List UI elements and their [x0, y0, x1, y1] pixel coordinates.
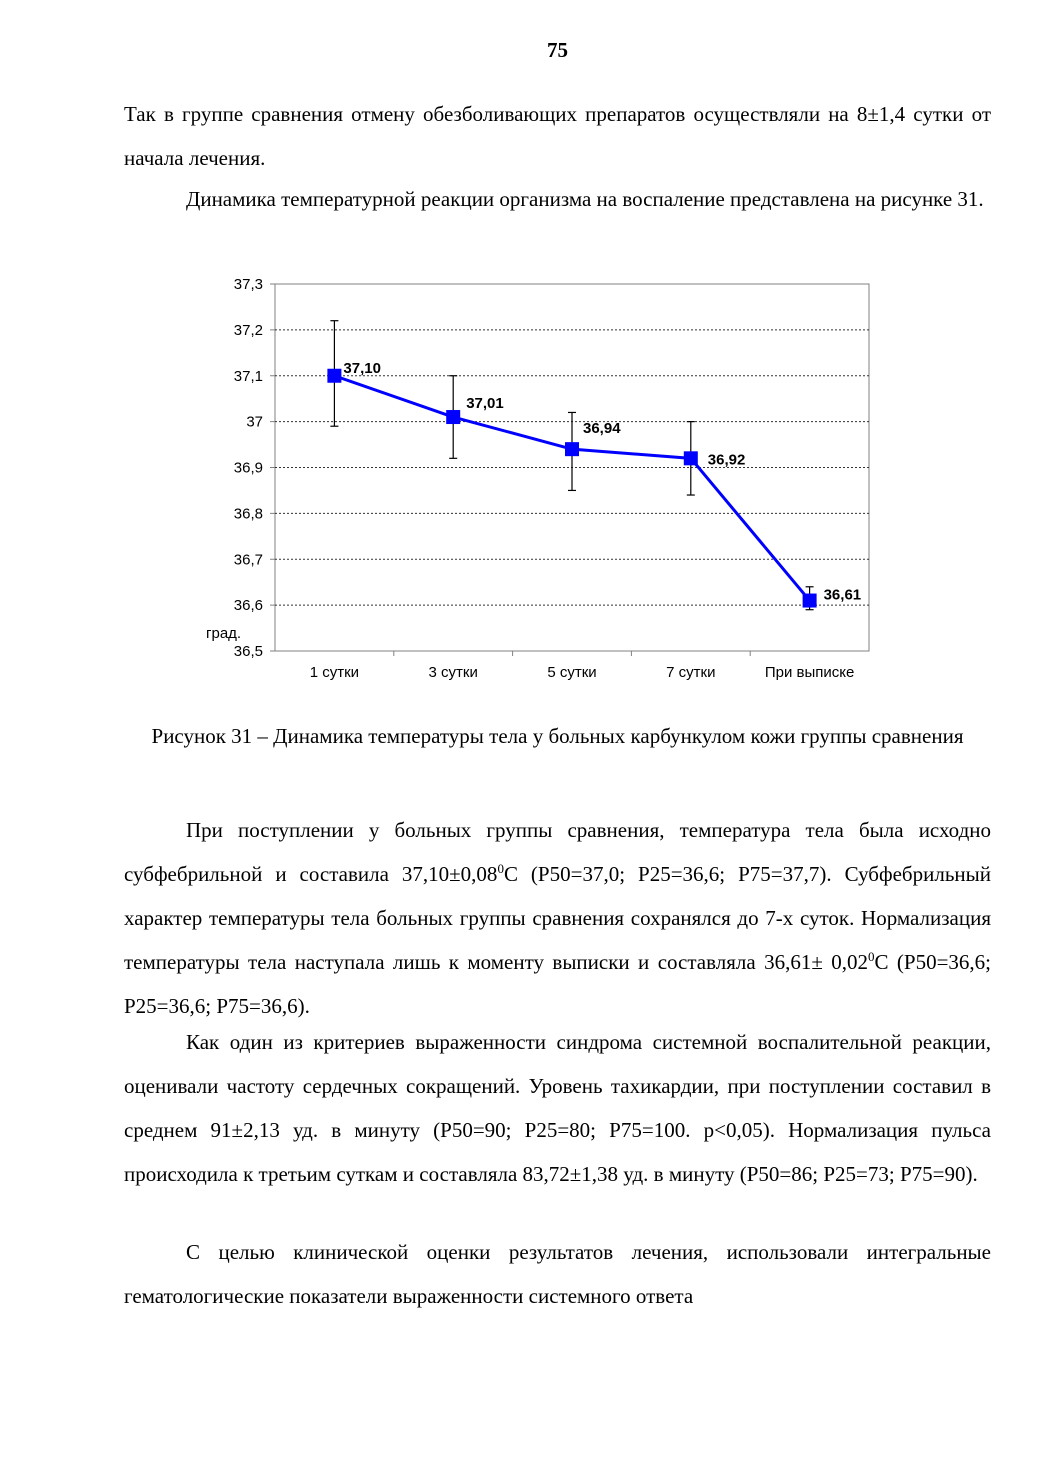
paragraph-intro: Так в группе сравнения отмену обезболивающих препаратов осуществляли на 8±1,4 сутки от начала лечения.	[124, 102, 991, 170]
x-tick-label: 1 сутки	[309, 664, 360, 681]
y-tick-label: 36,7	[233, 551, 263, 569]
data-marker	[565, 442, 579, 456]
data-marker	[446, 410, 460, 424]
paragraph-figure-reference: Динамика температурной реакции организма на воспаление представлена на рисунке 31.	[186, 187, 984, 211]
paragraph-temperature-part2: С (Р50=37,0; Р25=36,6; Р75=37,7). Субфебрильный характер температуры тела больных группы сравнения сохранялся до 7-х суток. Нормализация температуры тела наступала лишь к моменту выписки и составляла 36,61± 0,02	[124, 862, 991, 974]
data-label: 36,94	[583, 420, 621, 438]
paragraph-evaluation: С целью клинической оценки результатов лечения, использовали интегральные гематологические показатели выраженности системного ответа	[124, 1240, 991, 1308]
degree-sup-2: 0	[868, 949, 875, 964]
y-tick-labels	[234, 276, 263, 660]
y-tick-label: 36,5	[233, 643, 263, 660]
data-label: 37,10	[343, 359, 381, 377]
data-marker	[684, 451, 698, 465]
x-tick-label: 3 сутки	[428, 664, 478, 681]
data-marker	[327, 369, 341, 383]
data-marker	[803, 594, 817, 608]
y-axis-label: град.	[206, 625, 242, 642]
data-label: 36,92	[707, 451, 746, 469]
y-tick-label: 36,6	[233, 597, 263, 615]
paragraph-temperature-part1: При поступлении у больных группы сравнения, температура тела была исходно субфебрильной и составила 37,10±0,08	[124, 818, 991, 886]
degree-sup-1: 0	[497, 861, 504, 876]
paragraph-heart-rate: Как один из критериев выраженности синдрома системной воспалительной реакции, оценивали частоту сердечных сокращений. Уровень тахикардии, при поступлении составил в среднем 91±2,13 уд. в минуту (Р50=90; Р25=80; Р75=100. р<0,05). Нормализация пульса происходила к третьим суткам и составляла 83,72±1,38 уд. в минуту (Р50=86; Р25=73; Р75=90).	[124, 1030, 991, 1186]
y-tick-label: 37,2	[233, 321, 263, 339]
figure-caption: Рисунок 31 – Динамика температуры тела у больных карбункулом кожи группы сравнения	[151, 724, 964, 748]
x-tick-label: 5 сутки	[547, 664, 597, 681]
data-label: 37,01	[466, 395, 504, 413]
temperature-line-chart	[200, 270, 880, 690]
x-tick-label: При выписке	[764, 664, 855, 681]
paragraph-temperature-part3: С (Р50=36,6; Р25=36,6; Р75=36,6).	[124, 950, 991, 1018]
data-label: 36,61	[823, 586, 862, 604]
x-tick-label: 7 сутки	[666, 664, 716, 681]
y-tick-label: 36,8	[233, 505, 263, 523]
x-tick-labels	[310, 664, 855, 681]
y-tick-label: 36,9	[233, 459, 263, 477]
page-number: 75	[547, 38, 568, 62]
y-tick-label: 37,1	[233, 367, 263, 385]
paragraph-temperature	[124, 808, 991, 1028]
y-tick-label: 37,3	[233, 276, 263, 293]
y-tick-label: 37	[246, 413, 263, 431]
